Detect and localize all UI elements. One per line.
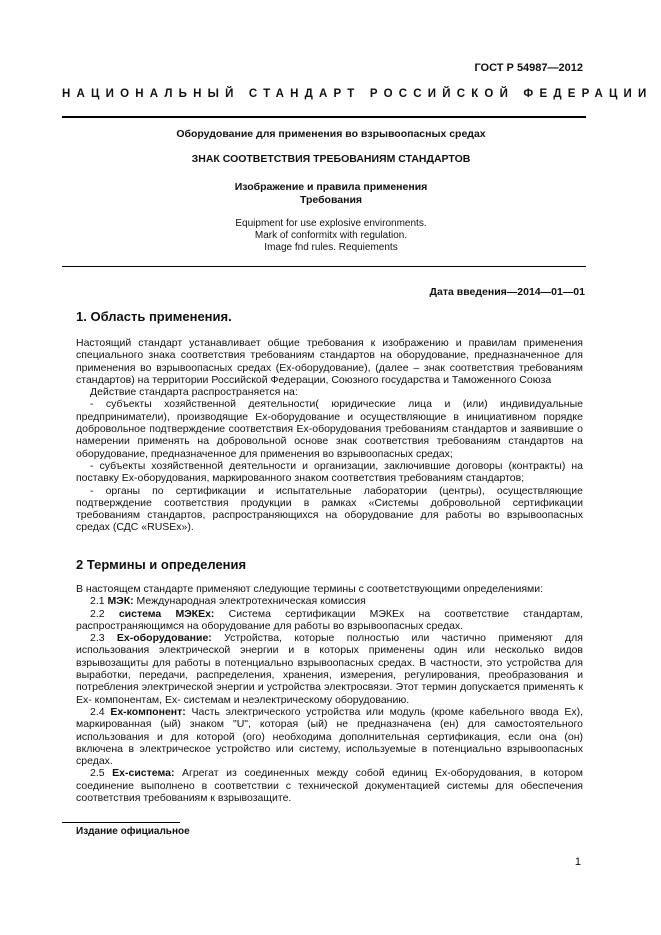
standard-scope-title: Оборудование для применения во взрывоопасных средах [176,128,486,140]
definition-text: Система сертификации МЭКЕх на соответствие стандартам, распространяющимся на оборудование для работы во взрывоопасных средах. [76,607,584,632]
english-title [76,218,586,254]
definition-text: Агрегат из соединенных между собой единиц Ех-оборудования, в котором соединение выполнено в соответствии с технической документацией системы для обеспечения соответствия требованиям к взрывозащите. [76,767,583,805]
subtitle-line-2: Требования [299,194,363,206]
intro-date: Дата введения—2014—01—01 [429,286,585,298]
title-rule [62,266,586,267]
definition-text: Устройства, которые полностью или частично применяют для использования электрической энергии и в которых применены один или несколько видов взрывозащиты для работы в потенциально взрывоопасных средах. В частности, это устройства для выработки, передачи, распределения, хранения, измерения, регулирования, преобразования и потребления электрической энергии и устройства электросвязи. Этот термин допускается применять к Ех- компонентам, Ех- системам и неэлектрическому оборудованию. [76,632,583,706]
definition-term: Ех-система: [112,767,175,780]
subtitle-line-1: Изображение и правила применения [234,181,428,193]
english-title-line-3: Image fnd rules. Requiements [264,242,398,253]
definition-number: 2.1 [90,595,108,608]
list-item: - субъекты хозяйственной деятельности( юридические лица и (или) индивидуальные предприниматели), производящие Ех-оборудование и осуществляющие в инициативном порядке добровольное подтверждение соответствия Ех-оборудования требованиям стандартов и заявившие о намерении применять на добровольной основе знак соответствия требованиям стандартов на оборудование, предназначенное для применения во взрывоопасных средах; [76,398,583,460]
list-item: - субъекты хозяйственной деятельности и организации, заключившие договоры (контракты) на поставку Ех-оборудования, маркированного знаком соответствия требованиям стандартов; [76,459,583,485]
definition-item [76,608,583,633]
official-edition-note: Издание официальное [76,826,190,837]
definition-number: 2.4 [90,705,111,718]
definition-item [76,706,583,767]
english-title-line-1: Equipment for use explosive environments. [235,218,427,229]
definition-number: 2.2 [90,607,119,620]
definition-number: 2.3 [90,632,117,645]
gost-code: ГОСТ Р 54987—2012 [474,62,583,74]
section-1-heading: 1. Область применения. [76,309,232,324]
definition-number: 2.5 [90,767,113,780]
paragraph: Действие стандарта распространяется на: [90,386,298,399]
definition-text: Часть электрического устройства или модуль (кроме кабельного ввода Ех), маркированная (ый) знаком "U", которая (ый) не предназначена (ен) для самостоятельного использования и для которой (ого) необходима дополнительная сертификация, если она (он) включена в электрическое устройство или систему, используемые в потенциально взрывоопасных средах. [76,705,583,768]
standard-subtitle [76,181,586,207]
page-number: 1 [574,856,581,868]
section-1-body [76,337,583,534]
paragraph: В настоящем стандарте применяют следующие термины с соответствующими определениями: [76,583,544,595]
definition-item [76,767,583,804]
definition-term: Ех-компонент: [110,705,186,718]
standard-main-title: ЗНАК СООТВЕТСТВИЯ ТРЕБОВАНИЯМ СТАНДАРТОВ [191,153,471,165]
definition-term: МЭК: [107,595,134,608]
footer-rule [62,822,180,823]
header-rule [62,116,586,118]
section-2-body [76,583,583,804]
definition-term: система МЭКЕх: [118,607,215,620]
national-standard-banner: НАЦИОНАЛЬНЫЙ СТАНДАРТ РОССИЙСКОЙ ФЕДЕРАЦИИ [62,88,653,100]
definition-term: Ех-оборудование: [116,632,212,645]
english-title-line-2: Mark of conformitx with regulation. [254,230,408,241]
list-item: - органы по сертификации и испытательные лаборатории (центры), осуществляющие подтверждение соответствия продукции в рамках «Системы добровольной сертификации требованиям стандартов, распространяющихся на оборудование для работы во взрывоопасных средах (СДС «RUSЕх»). [76,484,583,534]
definition-item [76,595,583,607]
definition-text: Международная электротехническая комиссия [133,595,366,608]
definition-item [76,632,583,706]
section-2-heading: 2 Термины и определения [76,557,247,572]
paragraph: Настоящий стандарт устанавливает общие требования к изображению и правилам применения специального знака соответствия требованиям стандартов на оборудование, предназначенное для применения во взрывоопасных средах (Ех-оборудование), (далее – знак соответствия требованиям стандартов) на территории Российской Федерации, Союзного государства и Таможенного Союза [76,337,583,386]
